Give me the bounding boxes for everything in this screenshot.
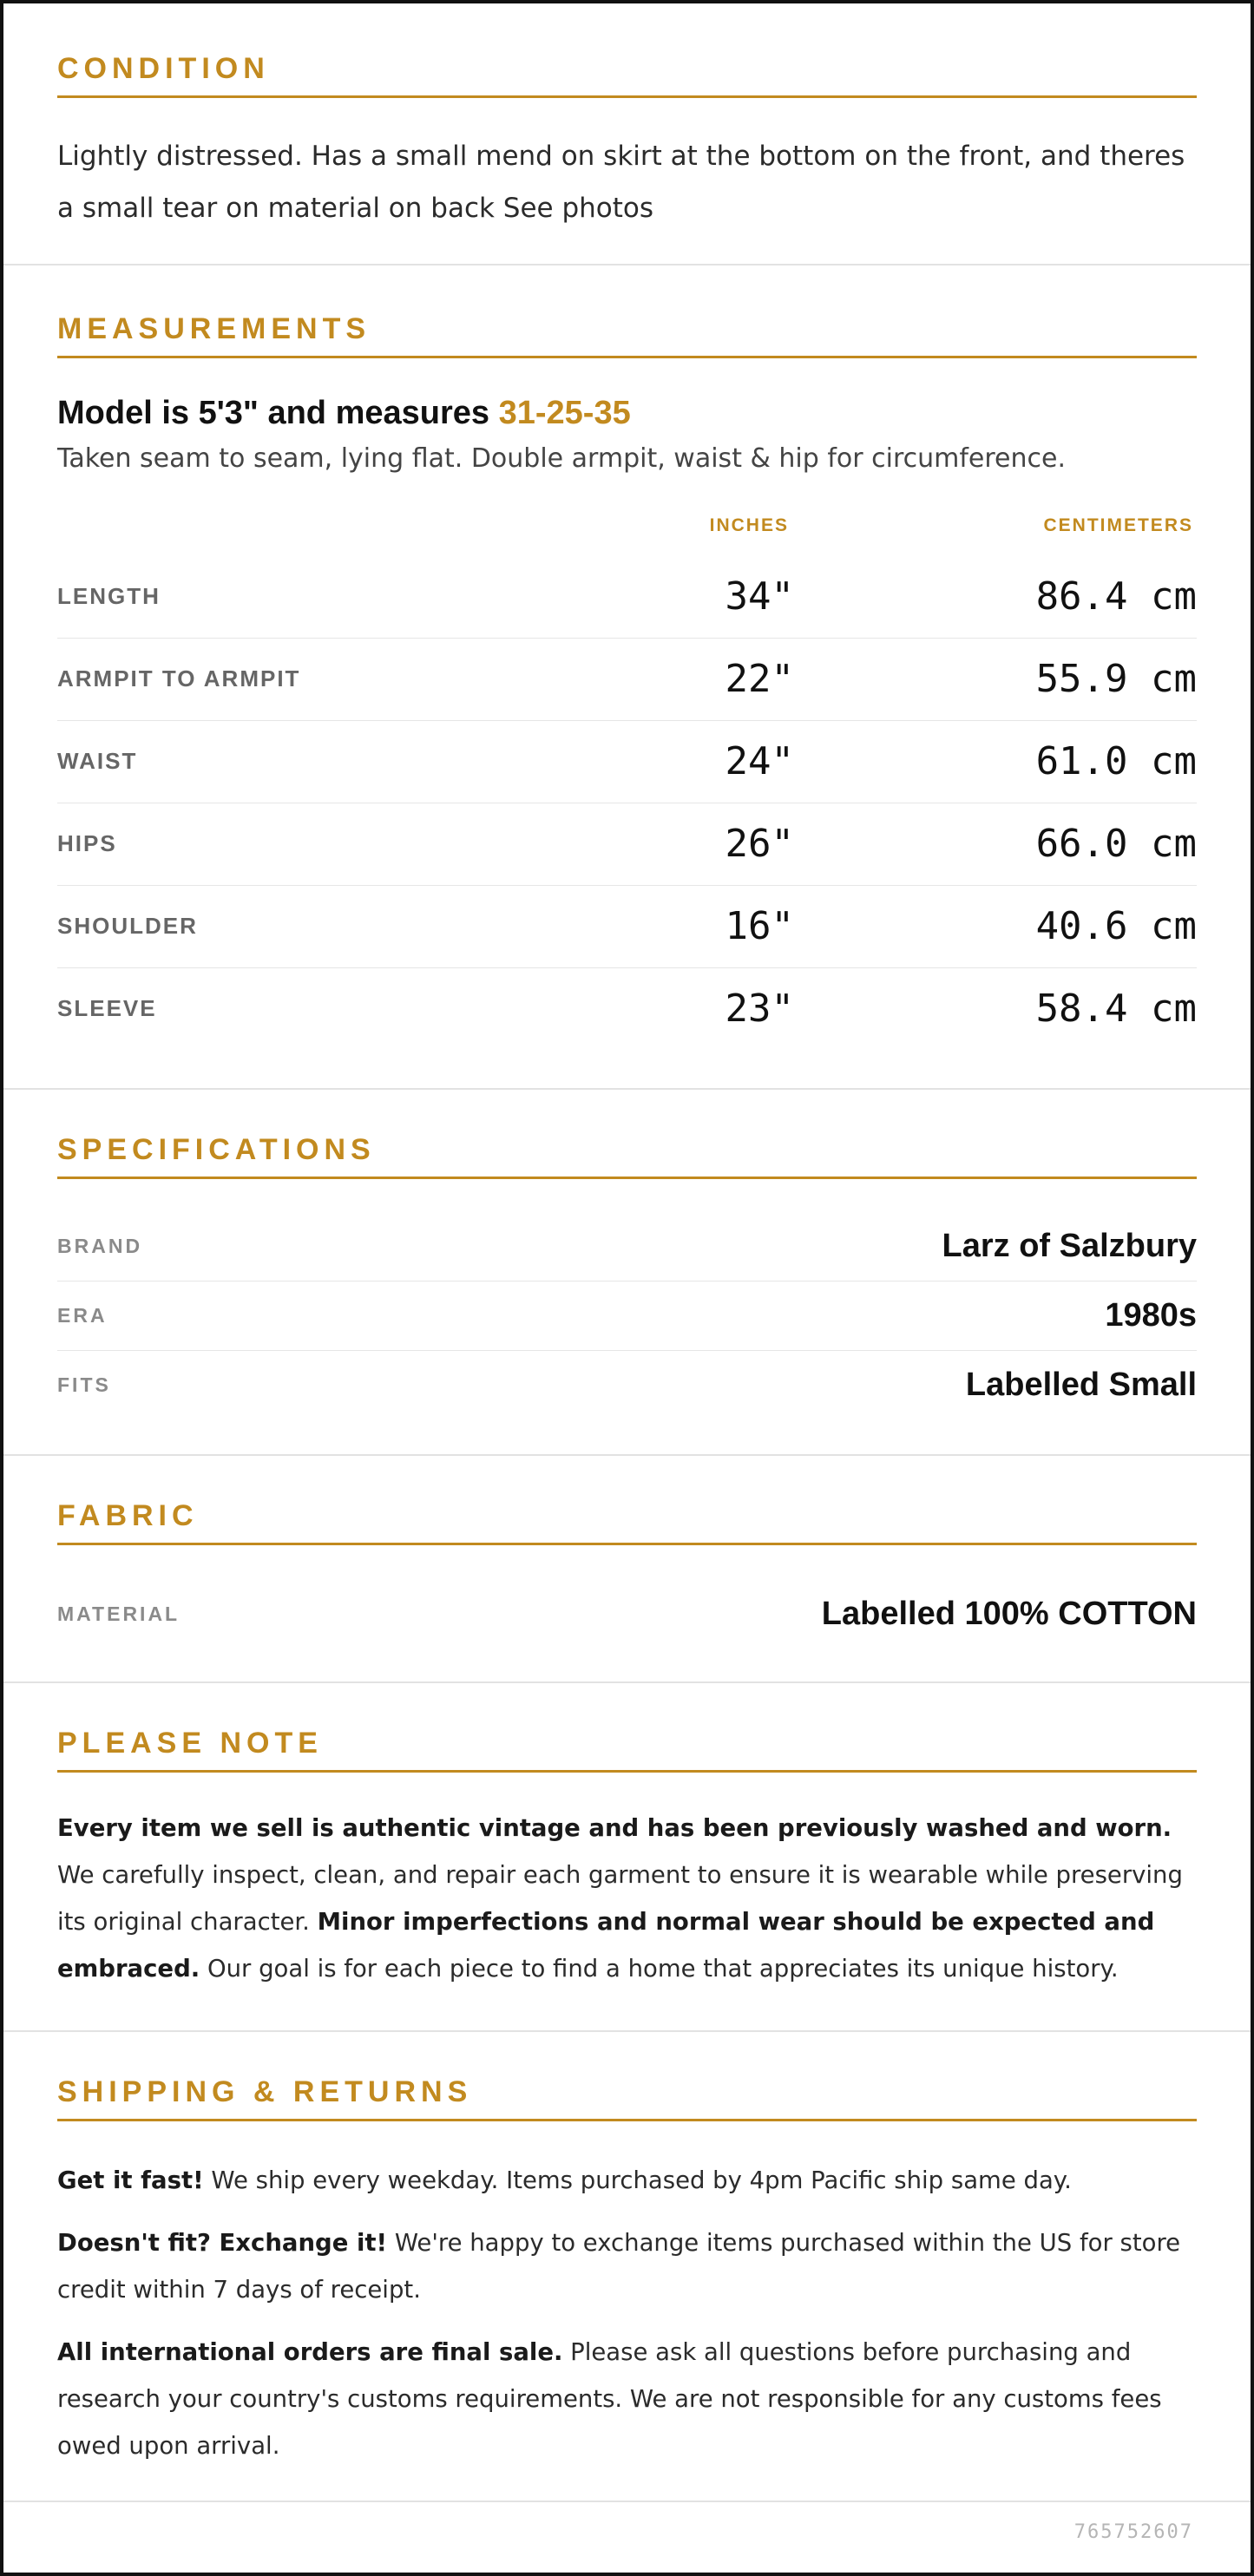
note-bold-2: Minor imperfections and normal wear should be expected and embraced. (57, 1908, 1155, 1983)
product-id-code: 765752607 (1073, 2521, 1193, 2543)
fabric-row-material (57, 1579, 1197, 1649)
condition-text: Lightly distressed. Has a small mend on skirt at the bottom on the front, and theres a small tear on material on back See photos (57, 141, 1185, 224)
spec-value: Larz of Salzbury (942, 1228, 1197, 1264)
specifications-section (3, 1090, 1251, 1456)
measurement-label: HIPS (57, 830, 117, 856)
note-text-1: We carefully inspect, clean, and repair each garment to ensure it is wearable while preserving its original character. (57, 1861, 1183, 1936)
measurement-row (57, 967, 1197, 1050)
measurement-label: LENGTH (57, 583, 161, 609)
measurement-row (57, 885, 1197, 968)
fabric-label: MATERIAL (57, 1603, 181, 1625)
shipping-heading: SHIPPING & RETURNS (57, 2075, 1197, 2121)
measurement-cm: 66.0 cm (1035, 822, 1197, 866)
measurement-inches: 22" (725, 657, 794, 701)
shipping-bold-2: Doesn't fit? Exchange it! (57, 2229, 388, 2257)
measurement-label: ARMPIT TO ARMPIT (57, 665, 301, 692)
spec-value: Labelled Small (965, 1367, 1197, 1403)
spec-row-brand (57, 1211, 1197, 1281)
condition-heading: CONDITION (57, 52, 1197, 98)
measurement-row (57, 720, 1197, 803)
shipping-paragraph-1 (57, 2157, 1197, 2204)
spec-row-era (57, 1281, 1197, 1351)
please-note-section (3, 1683, 1251, 2032)
measurement-cm: 40.6 cm (1035, 904, 1197, 948)
centimeters-column-header: CENTIMETERS (1043, 515, 1193, 535)
condition-section (3, 3, 1251, 265)
inches-column-header: INCHES (709, 515, 789, 535)
model-measurements (57, 394, 1197, 432)
measurements-subtitle: Taken seam to seam, lying flat. Double armpit, waist & hip for circumference. (57, 443, 1067, 474)
measurement-inches: 34" (725, 574, 794, 619)
shipping-text-1: We ship every weekday. Items purchased by 4pm Pacific ship same day. (203, 2166, 1072, 2194)
measurement-label: WAIST (57, 748, 138, 774)
please-note-heading: PLEASE NOTE (57, 1727, 1197, 1773)
fabric-heading: FABRIC (57, 1499, 1197, 1545)
shipping-returns-section (3, 2032, 1251, 2502)
measurement-label: SHOULDER (57, 913, 198, 939)
measurement-row (57, 803, 1197, 886)
shipping-text-2: We're happy to exchange items purchased within the US for store credit within 7 days of receipt. (57, 2229, 1181, 2304)
measurement-inches: 26" (725, 822, 794, 866)
measurement-label: SLEEVE (57, 995, 157, 1021)
spec-row-fits (57, 1350, 1197, 1419)
spec-label: ERA (57, 1304, 108, 1327)
spec-value: 1980s (1105, 1297, 1197, 1334)
measurement-cm: 61.0 cm (1035, 739, 1197, 783)
measurements-section (3, 265, 1251, 1090)
measurement-cm: 58.4 cm (1035, 986, 1197, 1031)
specifications-heading: SPECIFICATIONS (57, 1133, 1197, 1179)
measurement-row (57, 555, 1197, 639)
spec-label: BRAND (57, 1235, 143, 1257)
fabric-value: Labelled 100% COTTON (821, 1596, 1197, 1632)
shipping-paragraph-2 (57, 2219, 1197, 2313)
shipping-bold-1: Get it fast! (57, 2166, 204, 2194)
fabric-section (3, 1456, 1251, 1683)
note-bold-1: Every item we sell is authentic vintage and has been previously washed and worn. (57, 1814, 1172, 1842)
measurements-heading: MEASUREMENTS (57, 312, 1197, 358)
model-measures-value: 31-25-35 (498, 395, 631, 431)
shipping-paragraph-3 (57, 2329, 1197, 2469)
model-prefix: Model is 5'3" and measures (57, 395, 499, 431)
shipping-text-3: Please ask all questions before purchasing and research your country's customs requirements. We are not responsible for any customs fees owed upon arrival. (57, 2338, 1162, 2460)
shipping-bold-3: All international orders are final sale. (57, 2338, 563, 2366)
measurement-cm: 55.9 cm (1035, 657, 1197, 701)
please-note-text (57, 1805, 1197, 1992)
measurement-inches: 23" (725, 986, 794, 1031)
measurement-row (57, 638, 1197, 721)
measurement-inches: 16" (725, 904, 794, 948)
note-text-2: Our goal is for each piece to find a home that appreciates its unique history. (200, 1955, 1119, 1983)
spec-label: FITS (57, 1373, 111, 1396)
measurement-inches: 24" (725, 739, 794, 783)
footer (3, 2502, 1251, 2573)
measurement-cm: 86.4 cm (1035, 574, 1197, 619)
